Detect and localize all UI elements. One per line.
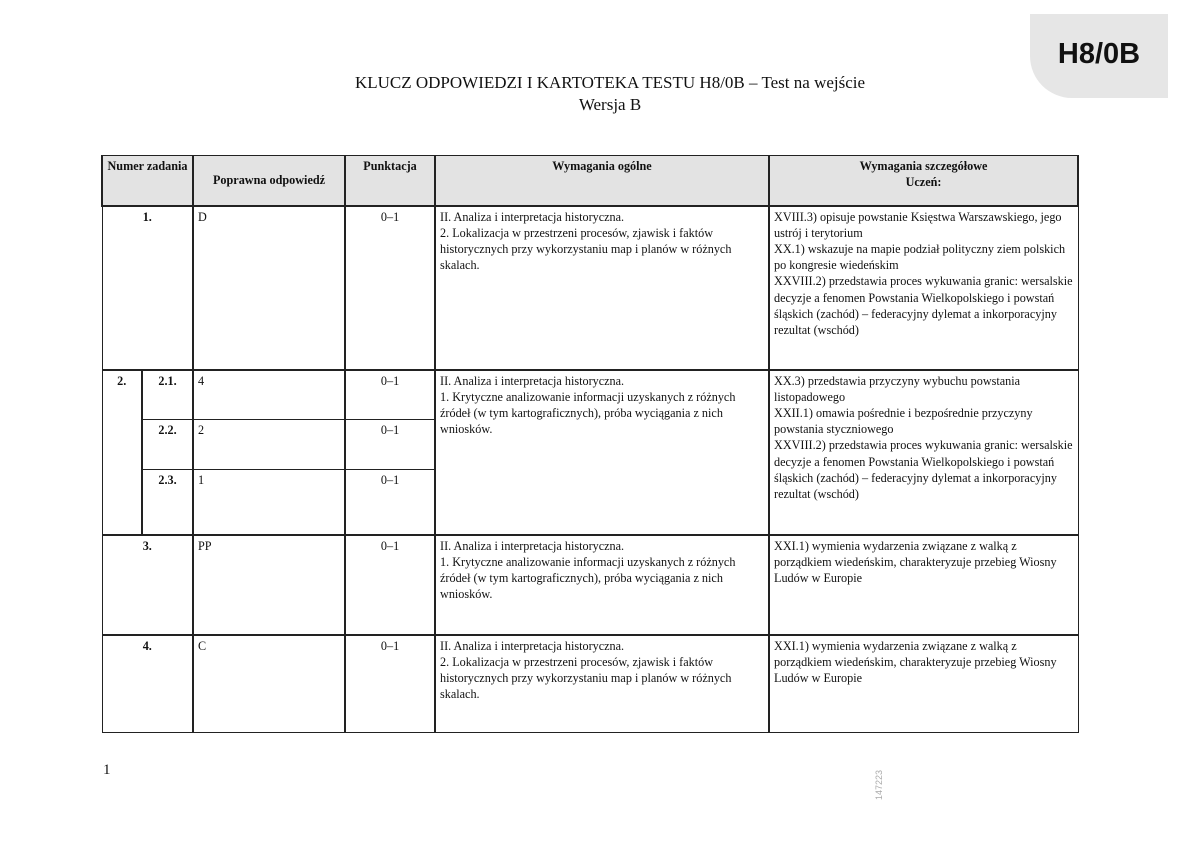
- task-general-requirements: II. Analiza i interpretacja historyczna. 1. Krytyczne analizowanie informacji uzyskanych z różnych źródeł (w tym kartograficznych), próba wyciągania z nich wniosków.: [435, 370, 769, 535]
- column-header-answer: Poprawna odpowiedź: [193, 156, 345, 206]
- task-points: 0–1: [345, 535, 435, 635]
- task-number: 3.: [102, 535, 193, 635]
- task-specific-requirements: XXI.1) wymienia wydarzenia związane z walką z porządkiem wiedeńskim, charakteryzuje przebieg Wiosny Ludów w Europie: [769, 635, 1078, 733]
- subtask-points: 0–1: [345, 420, 435, 470]
- subtask-points: 0–1: [345, 370, 435, 420]
- task-points: 0–1: [345, 635, 435, 733]
- task-general-requirements: II. Analiza i interpretacja historyczna. 2. Lokalizacja w przestrzeni procesów, zjawisk i faktów historycznych przy wykorzystaniu map i planów w różnych skalach.: [435, 206, 769, 370]
- table-row-task-1: [102, 206, 1078, 370]
- task-specific-requirements: XX.3) przedstawia przyczyny wybuchu powstania listopadowego XXII.1) omawia pośrednie i bezpośrednie przyczyny powstania styczniowego XXVIII.2) przedstawia proces wykuwania granic: wersalskie decyzje a fenomen Powstania Wielkopolskiego i powstań śląskich (zachód) – federacyjny dylemat a inkorporacyjny rezultat (wschód): [769, 370, 1078, 535]
- table-row-task-4: [102, 635, 1078, 733]
- subtask-number: 2.1.: [142, 370, 193, 420]
- table-header-row: [102, 156, 1078, 206]
- table-row-task-3: [102, 535, 1078, 635]
- answer-key-table: [101, 155, 1079, 733]
- task-specific-requirements: XVIII.3) opisuje powstanie Księstwa Warszawskiego, jego ustrój i terytorium XX.1) wskazuje na mapie podział polityczny ziem polskich po kongresie wiedeńskim XXVIII.2) przedstawia proces wykuwania granic: wersalskie decyzje a fenomen Powstania Wielkopolskiego i powstań śląskich (zachód) – federacyjny dylemat a inkorporacyjny rezultat (wschód): [769, 206, 1078, 370]
- task-answer: D: [193, 206, 345, 370]
- task-number: 1.: [102, 206, 193, 370]
- column-header-specific: [769, 156, 1078, 206]
- column-header-specific-title: Wymagania szczegółowe: [859, 159, 988, 173]
- task-general-requirements: II. Analiza i interpretacja historyczna. 1. Krytyczne analizowanie informacji uzyskanych z różnych źródeł (w tym kartograficznych), próba wyciągania z nich wniosków.: [435, 535, 769, 635]
- column-header-number: Numer zadania: [102, 156, 193, 206]
- subtask-answer: 1: [193, 470, 345, 535]
- document-title: [0, 72, 1200, 116]
- subtask-number: 2.3.: [142, 470, 193, 535]
- task-points: 0–1: [345, 206, 435, 370]
- subtask-answer: 4: [193, 370, 345, 420]
- test-code-label: H8/0B: [1057, 38, 1141, 70]
- document-title-line1: KLUCZ ODPOWIEDZI I KARTOTEKA TESTU H8/0B – Test na wejście: [354, 73, 866, 92]
- subtask-answer: 2: [193, 420, 345, 470]
- subtask-number: 2.2.: [142, 420, 193, 470]
- document-title-line2: Wersja B: [578, 95, 642, 114]
- side-document-code: 147223: [874, 769, 885, 801]
- column-header-general: Wymagania ogólne: [435, 156, 769, 206]
- subtask-points: 0–1: [345, 470, 435, 535]
- column-header-specific-subtitle: Uczeń:: [905, 175, 942, 190]
- task-general-requirements: II. Analiza i interpretacja historyczna. 2. Lokalizacja w przestrzeni procesów, zjawisk i faktów historycznych przy wykorzystaniu map i planów w różnych skalach.: [435, 635, 769, 733]
- task-answer: C: [193, 635, 345, 733]
- column-header-points: Punktacja: [345, 156, 435, 206]
- table-row-task-2-1: [102, 370, 1078, 420]
- task-number: 4.: [102, 635, 193, 733]
- task-answer: PP: [193, 535, 345, 635]
- task-number: 2.: [102, 370, 142, 535]
- task-specific-requirements: XXI.1) wymienia wydarzenia związane z walką z porządkiem wiedeńskim, charakteryzuje przebieg Wiosny Ludów w Europie: [769, 535, 1078, 635]
- page-number: 1: [103, 762, 111, 778]
